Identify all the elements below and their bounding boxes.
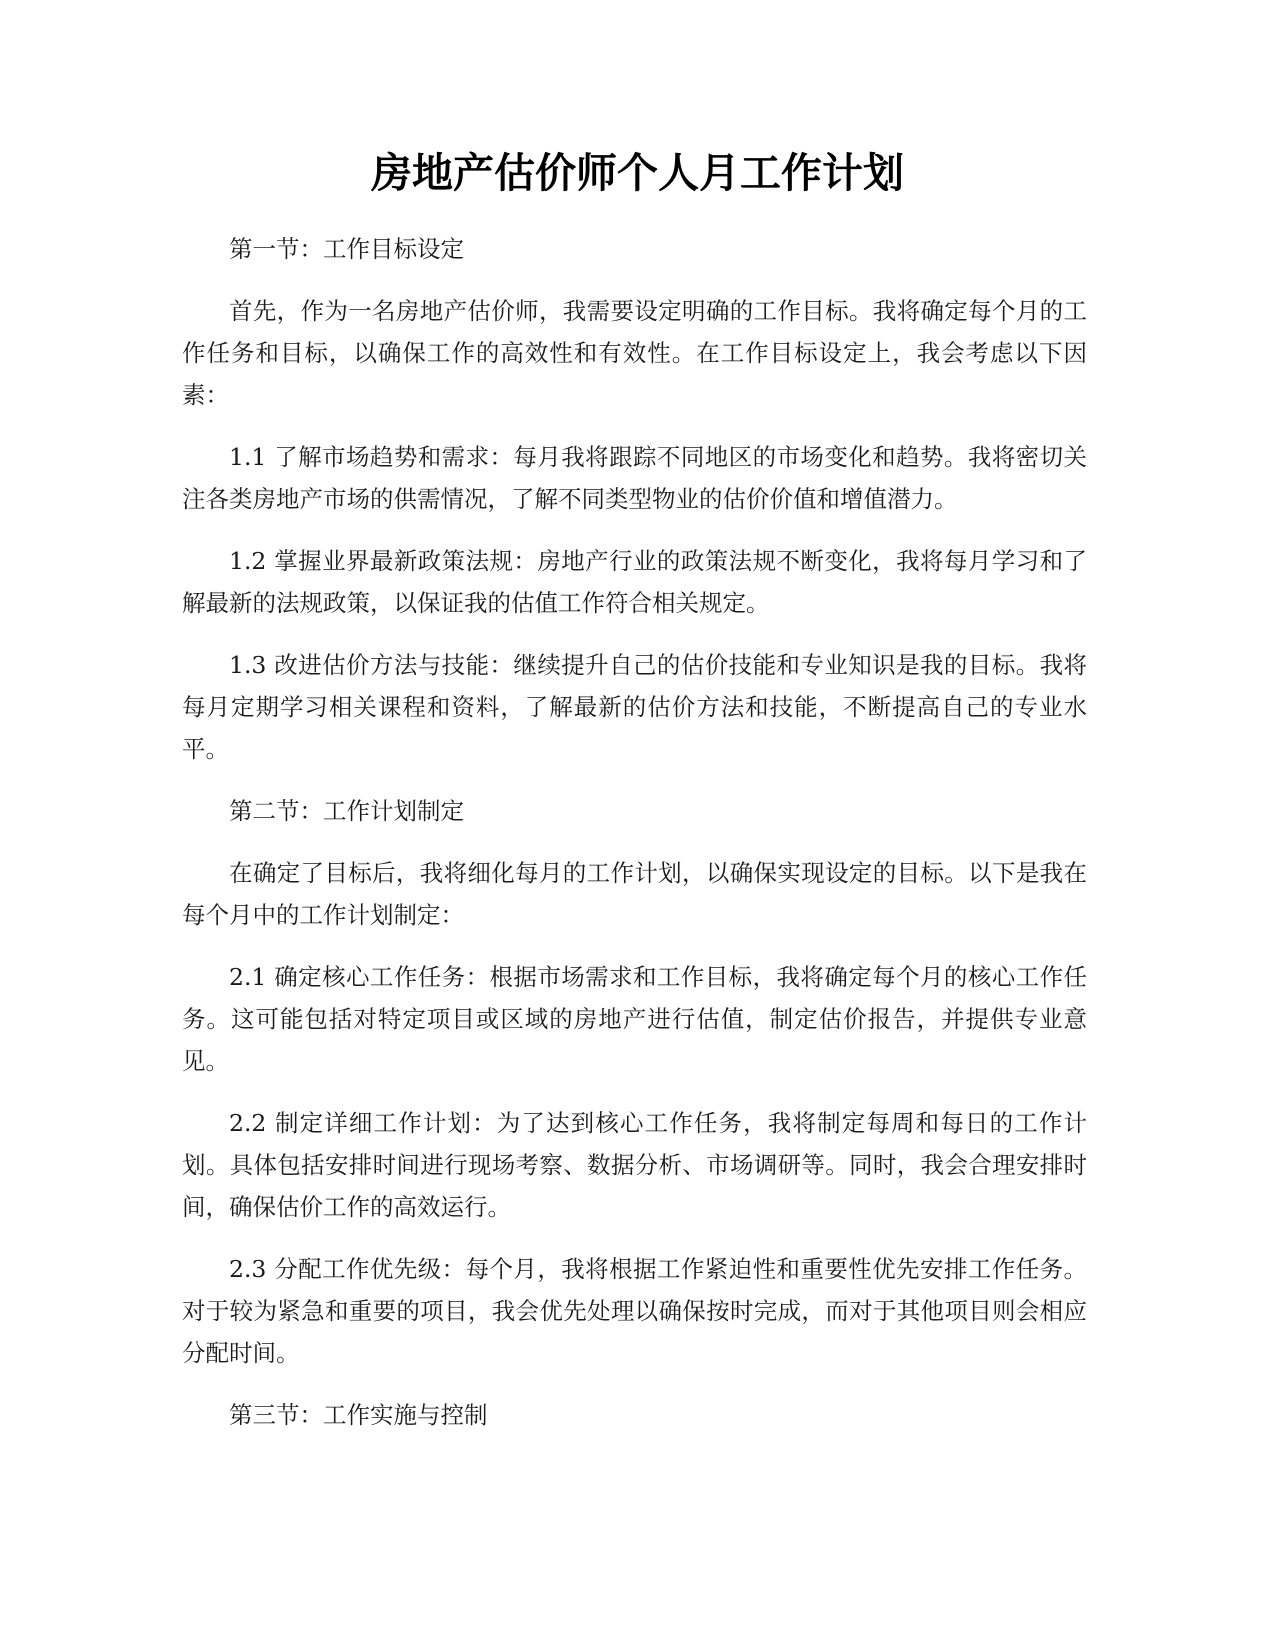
paragraph-section2-intro: 在确定了目标后，我将细化每月的工作计划，以确保实现设定的目标。以下是我在每个月中的工作计划制定： <box>182 859 1087 929</box>
section-heading-1: 第一节：工作目标设定 <box>229 235 464 263</box>
section-heading-3: 第三节：工作实施与控制 <box>229 1401 488 1429</box>
paragraph-1-1: 1.1 了解市场趋势和需求：每月我将跟踪不同地区的市场变化和趋势。我将密切关注各类房地产市场的供需情况，了解不同类型物业的估价价值和增值潜力。 <box>182 443 1087 513</box>
paragraph-2-1: 2.1 确定核心工作任务：根据市场需求和工作目标，我将确定每个月的核心工作任务。这可能包括对特定项目或区域的房地产进行估值，制定估价报告，并提供专业意见。 <box>182 963 1087 1075</box>
section-heading-2: 第二节：工作计划制定 <box>229 797 464 825</box>
document-title: 房地产估价师个人月工作计划 <box>371 149 904 197</box>
paragraph-1-3: 1.3 改进估价方法与技能：继续提升自己的估价技能和专业知识是我的目标。我将每月定期学习相关课程和资料，了解最新的估价方法和技能，不断提高自己的专业水平。 <box>182 651 1087 763</box>
document-body <box>182 228 1087 1456</box>
paragraph-1-2: 1.2 掌握业界最新政策法规：房地产行业的政策法规不断变化，我将每月学习和了解最新的法规政策，以保证我的估值工作符合相关规定。 <box>182 547 1087 617</box>
paragraph-intro: 首先，作为一名房地产估价师，我需要设定明确的工作目标。我将确定每个月的工作任务和目标，以确保工作的高效性和有效性。在工作目标设定上，我会考虑以下因素： <box>182 297 1087 409</box>
paragraph-2-3: 2.3 分配工作优先级：每个月，我将根据工作紧迫性和重要性优先安排工作任务。对于较为紧急和重要的项目，我会优先处理以确保按时完成，而对于其他项目则会相应分配时间。 <box>182 1255 1087 1367</box>
paragraph-2-2: 2.2 制定详细工作计划：为了达到核心工作任务，我将制定每周和每日的工作计划。具体包括安排时间进行现场考察、数据分析、市场调研等。同时，我会合理安排时间，确保估价工作的高效运行。 <box>182 1109 1087 1221</box>
